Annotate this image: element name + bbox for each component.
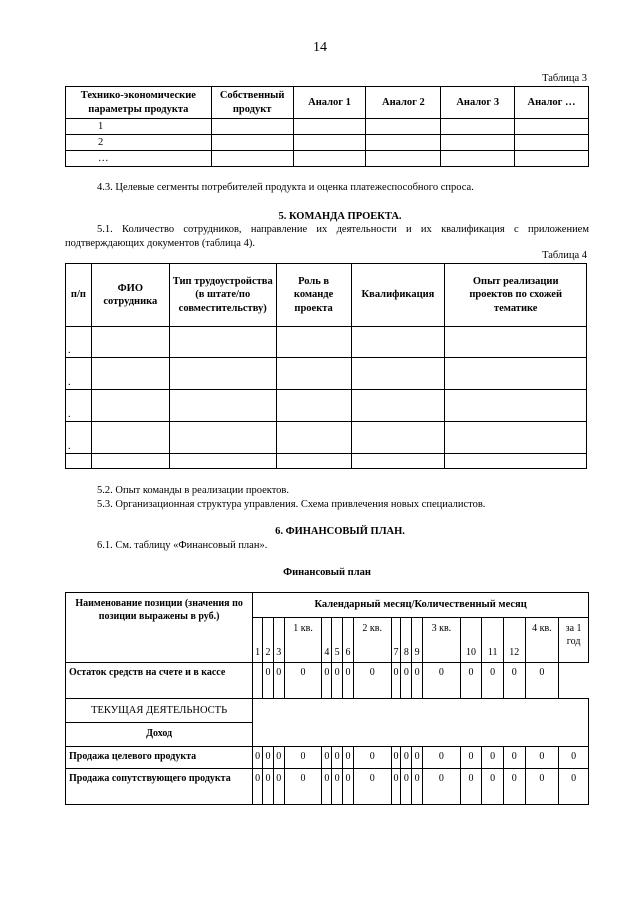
table-row xyxy=(66,663,589,699)
cell-value: 0 xyxy=(559,747,589,769)
table4-header: Опыт реализации проектов по схожей тематике xyxy=(445,264,587,327)
cell-value: 0 xyxy=(482,663,504,699)
cell-value: 0 xyxy=(263,663,274,699)
table4-header: Квалификация xyxy=(351,264,445,327)
cell-value: 0 xyxy=(273,747,284,769)
fin-period-col: 12 xyxy=(503,618,525,663)
cell-value: 0 xyxy=(284,747,322,769)
table3-header: Аналог 1 xyxy=(293,87,366,119)
table3-header: Собственный продукт xyxy=(211,87,293,119)
paragraph-5-3: 5.3. Организационная структура управления. Схема привлечения новых специалистов. xyxy=(97,499,486,510)
fin-period-col: 5 xyxy=(332,618,343,663)
cell-value: 0 xyxy=(401,769,412,805)
cell-value: 0 xyxy=(559,769,589,805)
table4-header: ФИО сотрудника xyxy=(91,264,169,327)
cell-value: 0 xyxy=(273,769,284,805)
table4 xyxy=(65,263,587,469)
cell-value: 0 xyxy=(391,769,401,805)
cell-value: 0 xyxy=(482,747,504,769)
table3-header: Аналог 2 xyxy=(366,87,441,119)
cell-value: 0 xyxy=(503,747,525,769)
cell-value: 0 xyxy=(401,747,412,769)
table-row xyxy=(66,151,589,167)
table-row xyxy=(66,119,589,135)
table4-row-mark: . xyxy=(66,390,92,422)
table3-caption: Таблица 3 xyxy=(542,73,587,84)
cell-value: 0 xyxy=(525,747,559,769)
cell-value: 0 xyxy=(423,663,461,699)
table3-header: Аналог 3 xyxy=(441,87,515,119)
table-row xyxy=(66,454,587,469)
fin-header-name: Наименование позиции (значения по позиции выражены в руб.) xyxy=(66,593,253,663)
cell-value: 0 xyxy=(391,747,401,769)
fin-period-col: 4 кв. xyxy=(525,618,559,663)
paragraph-6-1: 6.1. См. таблицу «Финансовый план». xyxy=(97,540,268,551)
cell-value: 0 xyxy=(423,747,461,769)
financial-plan-title: Финансовый план xyxy=(283,567,371,578)
financial-plan-table xyxy=(65,592,589,805)
cell-value: 0 xyxy=(460,663,482,699)
cell-value: 0 xyxy=(460,769,482,805)
cell-value: 0 xyxy=(332,769,343,805)
fin-row-balance-label: Остаток средств на счете и в кассе xyxy=(66,663,253,699)
fin-row-income: Доход xyxy=(66,723,253,747)
cell-value: 0 xyxy=(263,769,274,805)
table4-caption: Таблица 4 xyxy=(542,250,587,261)
table4-header: Тип трудоустройства (в штате/по совместительству) xyxy=(169,264,276,327)
cell-value: 0 xyxy=(322,747,332,769)
page-number: 14 xyxy=(313,40,327,55)
cell-value: 0 xyxy=(343,663,354,699)
cell-value: 0 xyxy=(253,747,263,769)
table4-row-mark: . xyxy=(66,422,92,454)
table4-row-mark xyxy=(66,454,92,469)
fin-row-related-label: Продажа сопутствующего продукта xyxy=(66,769,253,805)
fin-period-col: 7 xyxy=(391,618,401,663)
section5-title: 5. КОМАНДА ПРОЕКТА. xyxy=(278,211,402,222)
fin-period-col: за 1 год xyxy=(559,618,589,663)
cell-value: 0 xyxy=(525,663,559,699)
table-row xyxy=(66,699,589,723)
cell-value: 0 xyxy=(353,663,391,699)
cell-value: 0 xyxy=(263,747,274,769)
cell-value: 0 xyxy=(332,663,343,699)
cell-value: 0 xyxy=(322,663,332,699)
table4-row-mark: . xyxy=(66,358,92,390)
cell-value: 0 xyxy=(412,663,423,699)
fin-period-col: 11 xyxy=(482,618,504,663)
cell-value: 0 xyxy=(503,769,525,805)
fin-period-col: 9 xyxy=(412,618,423,663)
paragraph-5-2: 5.2. Опыт команды в реализации проектов. xyxy=(97,485,290,496)
fin-period-col: 8 xyxy=(401,618,412,663)
cell-value: 0 xyxy=(503,663,525,699)
cell-value: 0 xyxy=(284,769,322,805)
cell-value: 0 xyxy=(423,769,461,805)
fin-row-current: ТЕКУЩАЯ ДЕЯТЕЛЬНОСТЬ xyxy=(66,699,253,723)
table4-header: Роль в команде проекта xyxy=(276,264,351,327)
paragraph-4-3: 4.3. Целевые сегменты потребителей продукта и оценка платежеспособного спроса. xyxy=(97,182,474,193)
table3-header: Аналог … xyxy=(515,87,589,119)
table-row xyxy=(66,747,589,769)
cell-value: 0 xyxy=(482,769,504,805)
table-row xyxy=(66,135,589,151)
cell-value: 0 xyxy=(273,663,284,699)
fin-row-sales-label: Продажа целевого продукта xyxy=(66,747,253,769)
cell-value: 0 xyxy=(343,747,354,769)
cell-value: 0 xyxy=(353,747,391,769)
cell-value: 0 xyxy=(412,747,423,769)
cell-value: 0 xyxy=(525,769,559,805)
table-row xyxy=(66,769,589,805)
fin-period-col: 3 кв. xyxy=(423,618,461,663)
table3-header: Технико-экономические параметры продукта xyxy=(66,87,212,119)
table3 xyxy=(65,86,589,167)
section6-title: 6. ФИНАНСОВЫЙ ПЛАН. xyxy=(275,526,405,537)
cell-value: 0 xyxy=(253,769,263,805)
table4-header: п/п xyxy=(66,264,92,327)
table3-row-num: … xyxy=(66,151,212,167)
table-row xyxy=(66,358,587,390)
fin-period-col: 3 xyxy=(273,618,284,663)
fin-period-col: 6 xyxy=(343,618,354,663)
fin-period-col: 2 xyxy=(263,618,274,663)
cell-value: 0 xyxy=(284,663,322,699)
table4-row-mark: . xyxy=(66,327,92,358)
cell-value: 0 xyxy=(401,663,412,699)
fin-period-col: 1 xyxy=(253,618,263,663)
cell-value: 0 xyxy=(332,747,343,769)
fin-header-period: Календарный месяц/Количественный месяц xyxy=(253,593,589,618)
cell-value: 0 xyxy=(343,769,354,805)
table-row xyxy=(66,390,587,422)
table3-row-num: 1 xyxy=(66,119,212,135)
fin-period-col: 4 xyxy=(322,618,332,663)
cell-value: 0 xyxy=(353,769,391,805)
cell-value: 0 xyxy=(391,663,401,699)
fin-period-col: 1 кв. xyxy=(284,618,322,663)
fin-period-col: 2 кв. xyxy=(353,618,391,663)
paragraph-5-1: 5.1. Количество сотрудников, направление их деятельности и их квалификация с приложением подтверждающих документов (таблица 4). xyxy=(65,224,589,249)
cell-value: 0 xyxy=(460,747,482,769)
fin-period-col: 10 xyxy=(460,618,482,663)
table-row xyxy=(66,327,587,358)
table-row xyxy=(66,422,587,454)
table3-row-num: 2 xyxy=(66,135,212,151)
cell-value: 0 xyxy=(412,769,423,805)
cell-value: 0 xyxy=(322,769,332,805)
